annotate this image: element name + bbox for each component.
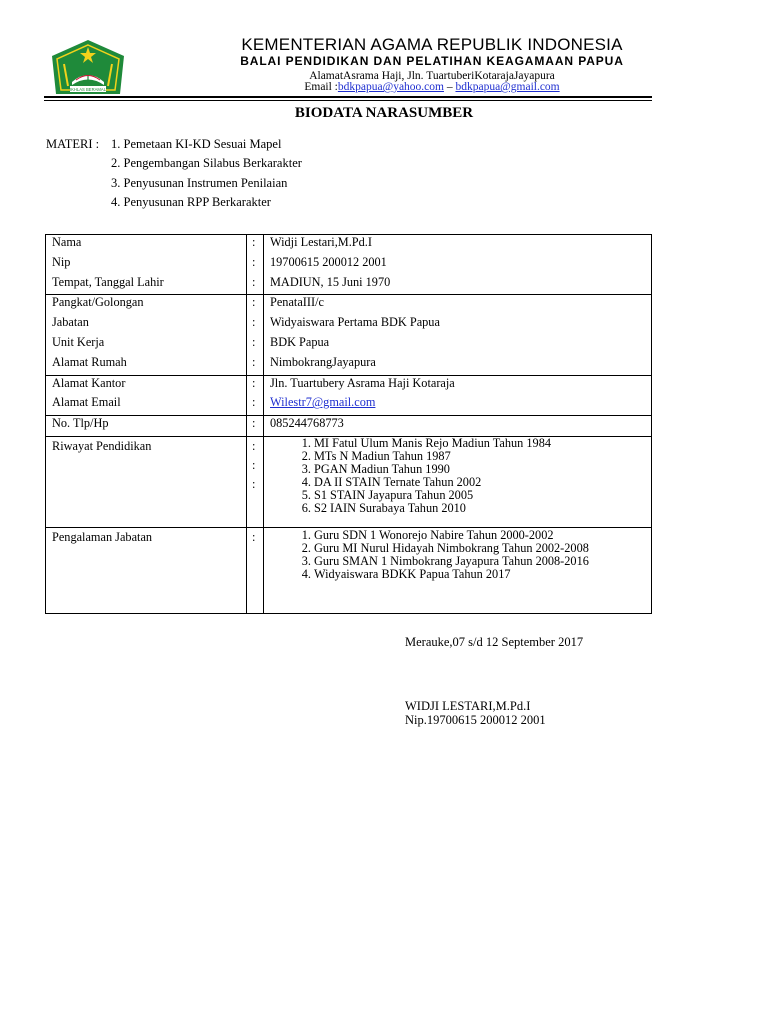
ministry-name: KEMENTERIAN AGAMA REPUBLIK INDONESIA (241, 35, 623, 54)
email-link-yahoo[interactable]: bdkpapua@yahoo.com (337, 81, 444, 93)
address-line: AlamatAsrama Haji, Jln. TuartuberiKotarajaJayapura (309, 70, 555, 82)
header-rule-thin (44, 100, 652, 101)
document-title: BIODATA NARASUMBER (294, 105, 474, 121)
email-link[interactable]: Wilestr7@gmail.com (270, 395, 376, 410)
field-value-pengalaman (264, 527, 652, 613)
colon: : (252, 476, 256, 491)
field-value-unit: BDK Papua (264, 335, 652, 355)
colon: : (247, 375, 264, 395)
list-item: 1. Guru SDN 1 Wonorejo Nabire Tahun 2000-2002 (314, 529, 651, 542)
field-value-pendidikan (264, 436, 652, 527)
signature-place-date: Merauke,07 s/d 12 September 2017 (405, 635, 584, 649)
field-value-ttl: MADIUN, 15 Juni 1970 (264, 275, 652, 295)
materi-item: 2. Pengembangan Silabus Berkarakter (111, 156, 302, 170)
header-rule-thick (44, 96, 652, 98)
email-separator: – (443, 81, 456, 93)
field-label-pendidikan: Riwayat Pendidikan (46, 436, 247, 527)
field-label-ttl: Tempat, Tanggal Lahir (46, 275, 247, 295)
colon: : (247, 255, 264, 275)
field-label-unit: Unit Kerja (46, 335, 247, 355)
field-value-alamat-kantor: Jln. Tuartubery Asrama Haji Kotaraja (264, 375, 652, 395)
field-value-email (264, 395, 652, 415)
colon: : (247, 527, 264, 613)
field-value-nip: 19700615 200012 2001 (264, 255, 652, 275)
colon: : (252, 457, 256, 472)
unit-name: BALAI PENDIDIKAN DAN PELATIHAN KEAGAMAAN PAPUA (240, 54, 624, 68)
colon: : (247, 315, 264, 335)
list-item: 3. PGAN Madiun Tahun 1990 (314, 463, 651, 476)
colon: : (252, 438, 256, 453)
email-link-gmail[interactable]: bdkpapua@gmail.com (455, 81, 560, 93)
email-line (186, 81, 678, 93)
kemenag-logo-icon (48, 38, 128, 100)
materi-item: 4. Penyusunan RPP Berkarakter (111, 195, 271, 209)
svg-text:IKHLAS BERAMAL: IKHLAS BERAMAL (69, 87, 107, 92)
colon-stack (247, 436, 264, 527)
list-item: 4. DA II STAIN Ternate Tahun 2002 (314, 476, 651, 489)
materi-item: 1. Pemetaan KI-KD Sesuai Mapel (111, 137, 282, 151)
list-item: 4. Widyaiswara BDKK Papua Tahun 2017 (314, 568, 651, 581)
email-prefix: Email : (304, 81, 338, 93)
signature-nip: Nip.19700615 200012 2001 (405, 713, 546, 727)
colon: : (247, 416, 264, 437)
colon: : (247, 275, 264, 295)
field-value-alamat-rumah: NimbokrangJayapura (264, 355, 652, 375)
biodata-table (45, 234, 652, 614)
colon: : (247, 355, 264, 375)
materi-label: MATERI : (46, 137, 100, 151)
field-label-telp: No. Tlp/Hp (46, 416, 247, 437)
list-item: 2. MTs N Madiun Tahun 1987 (314, 450, 651, 463)
list-item: 3. Guru SMAN 1 Nimbokrang Jayapura Tahun 2008-2016 (314, 555, 651, 568)
signature-name: WIDJI LESTARI,M.Pd.I (405, 699, 531, 713)
field-label-alamat-rumah: Alamat Rumah (46, 355, 247, 375)
list-item: 5. S1 STAIN Jayapura Tahun 2005 (314, 489, 651, 502)
field-label-email: Alamat Email (46, 395, 247, 415)
field-label-nip: Nip (46, 255, 247, 275)
colon: : (247, 395, 264, 415)
field-value-telp: 085244768773 (264, 416, 652, 437)
field-label-pangkat: Pangkat/Golongan (46, 295, 247, 315)
materi-item: 3. Penyusunan Instrumen Penilaian (111, 176, 288, 190)
list-item: 1. MI Fatul Ulum Manis Rejo Madiun Tahun 1984 (314, 437, 651, 450)
colon: : (247, 235, 264, 255)
field-value-pangkat: PenataIII/c (264, 295, 652, 315)
field-label-alamat-kantor: Alamat Kantor (46, 375, 247, 395)
pengalaman-list (270, 529, 651, 581)
field-label-pengalaman: Pengalaman Jabatan (46, 527, 247, 613)
list-item: 6. S2 IAIN Surabaya Tahun 2010 (314, 502, 651, 515)
pendidikan-list (270, 437, 651, 515)
colon: : (247, 335, 264, 355)
colon: : (247, 295, 264, 315)
field-label-nama: Nama (46, 235, 247, 255)
list-item: 2. Guru MI Nurul Hidayah Nimbokrang Tahun 2002-2008 (314, 542, 651, 555)
field-value-nama: Widji Lestari,M.Pd.I (264, 235, 652, 255)
field-label-jabatan: Jabatan (46, 315, 247, 335)
field-value-jabatan: Widyaiswara Pertama BDK Papua (264, 315, 652, 335)
